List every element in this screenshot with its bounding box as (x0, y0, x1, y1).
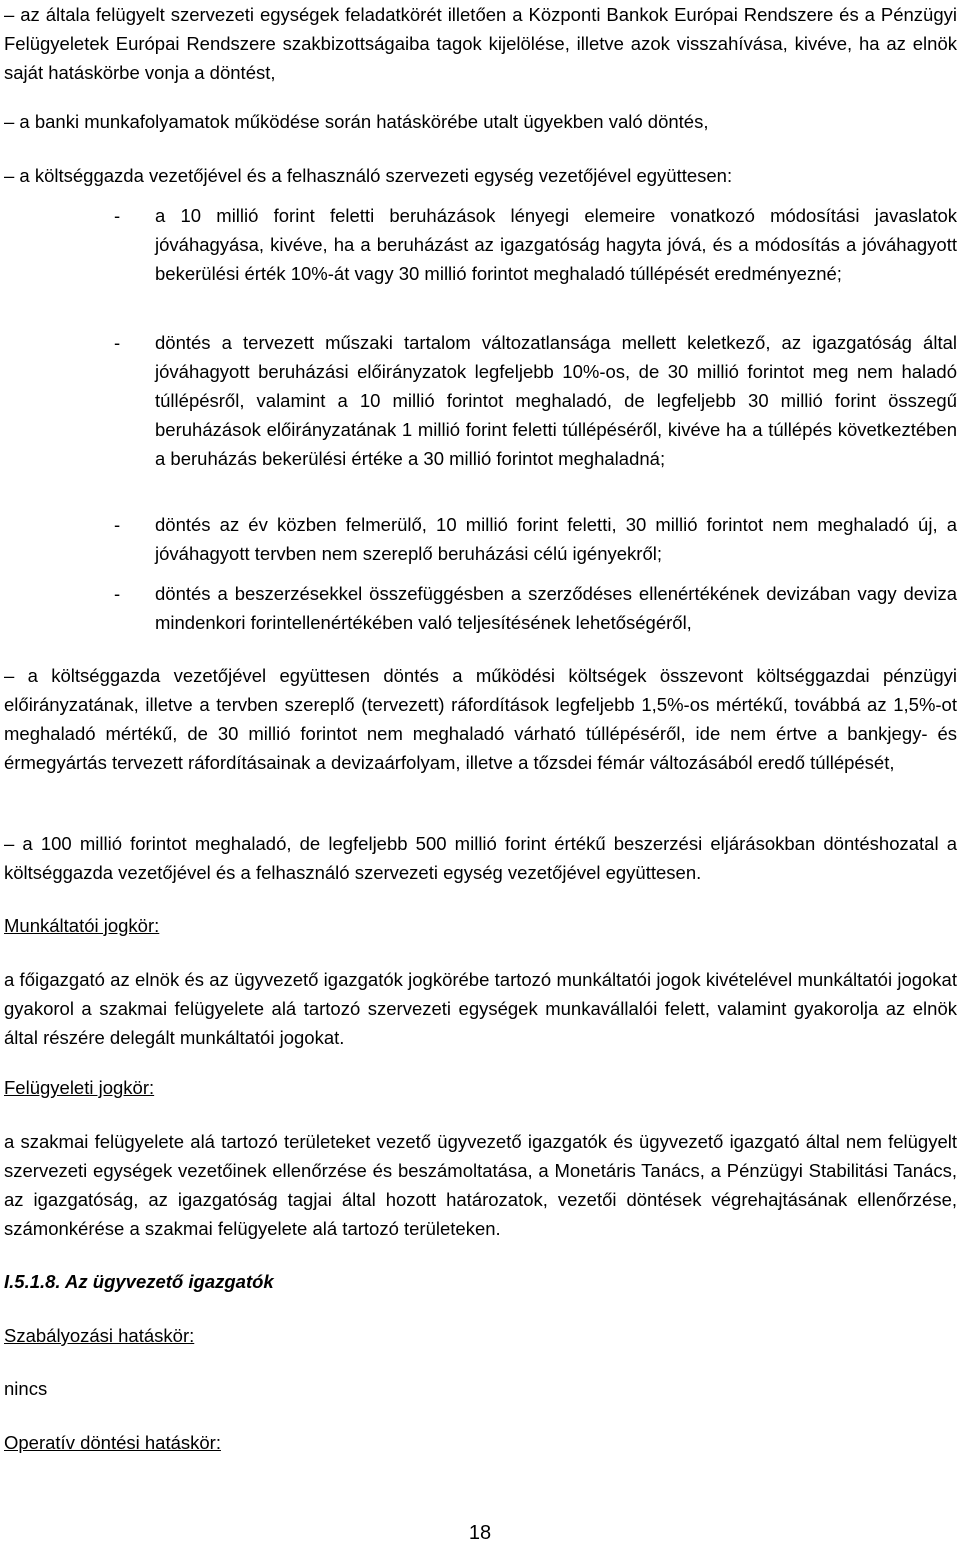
section-heading: I.5.1.8. Az ügyvezető igazgatók (4, 1271, 274, 1292)
paragraph-procurement: – a 100 millió forintot meghaladó, de legfeljebb 500 millió forint értékű beszerzési eljárásokban döntéshozatal a költséggazda vezetőjével és a felhasználó szervezeti egység vezetőjével együttesen. (4, 833, 957, 883)
list-item-text: döntés a tervezett műszaki tartalom változatlansága mellett keletkező, az igazgatóság által jóváhagyott beruházási előirányzatok legfeljebb 10%-os, de 30 millió forintot meg nem haladó túllépésről, valamint a 10 millió forintot meghaladó, de legfeljebb 30 millió forint összegű beruházások előirányzatának 1 millió forint feletti túllépéséről, kivéve ha a túllépés következtében a beruházás bekerülési értéke a 30 millió forintot meghaladná; (155, 332, 957, 469)
paragraph-workflow-decisions: – a banki munkafolyamatok működése során hatáskörébe utalt ügyekben való döntés, (4, 111, 709, 132)
list-dash: - (114, 205, 121, 226)
section-title-felugyeleti: Felügyeleti jogkör: (4, 1077, 155, 1098)
section-text-munkaltatoi: a főigazgató az elnök és az ügyvezető igazgatók jogkörébe tartozó munkáltatói jogok kivételével munkáltatói jogokat gyakorol a szakmai felügyelete alá tartozó szervezeti egységek munkavállalói felett, valamint gyakorolja az elnök által részére delegált munkáltatói jogokat. (4, 969, 957, 1048)
paragraph-joint-decisions: – a költséggazda vezetőjével és a felhasználó szervezeti egység vezetőjével együttesen: (4, 165, 733, 186)
section-title-operativ: Operatív döntési hatáskör: (4, 1432, 221, 1453)
list-dash: - (114, 514, 121, 535)
paragraph-kber-delegation: – az általa felügyelt szervezeti egységek feladatkörét illetően a Központi Bankok Európai Rendszere és a Pénzügyi Felügyeletek Európai Rendszere szakbizottságaiba tagok kijelölése, illetve azok visszahívása, kivéve, ha az elnök saját hatáskörbe vonja a döntést, (4, 4, 957, 83)
list-dash: - (114, 583, 121, 604)
page-number: 18 (468, 1522, 492, 1544)
paragraph-operating-costs: – a költséggazda vezetőjével együttesen döntés a működési költségek összevont költséggazdai pénzügyi előirányzatának, illetve a tervben szereplő (tervezett) ráfordítások legfeljebb 1,5%-os mértékű, továbbá az 1,5%-ot meghaladó mértékű, de 30 millió forintot nem meghaladó várható túllépéséről, ide nem értve a bankjegy- és érmegyártás tervezett ráfordításainak a devizaárfolyam, illetve a tőzsdei fémár változásából eredő túllépését, (4, 665, 957, 773)
section-text-szabalyozasi: nincs (4, 1378, 48, 1399)
list-item-text: a 10 millió forint feletti beruházások lényegi elemeire vonatkozó módosítási javaslatok jóváhagyása, kivéve, ha a beruházást az igazgatóság hagyta jóvá, és a módosítás a jóváhagyott bekerülési érték 10%-át vagy 30 millió forintot meghaladó túllépését eredményezné; (155, 205, 957, 284)
section-title-szabalyozasi: Szabályozási hatáskör: (4, 1325, 195, 1346)
list-dash: - (114, 332, 121, 353)
section-text-felugyeleti: a szakmai felügyelete alá tartozó területeket vezető ügyvezető igazgatók és ügyvezető igazgató által nem felügyelt szervezeti egységek vezetőinek ellenőrzése és beszámoltatása, a Monetáris Tanács, a Pénzügyi Stabilitási Tanács, az igazgatóság, az igazgatóság tagjai által hozott határozatok, vezetői döntések végrehajtásának ellenőrzése, számonkérése a szakmai felügyelete alá tartozó területeken. (4, 1131, 957, 1239)
list-item-text: döntés az év közben felmerülő, 10 millió forint feletti, 30 millió forintot nem meghaladó új, a jóváhagyott tervben nem szereplő beruházási célú igényekről; (155, 514, 957, 564)
list-item-text: döntés a beszerzésekkel összefüggésben a szerződéses ellenértékének devizában vagy deviza mindenkori forintellenértékében való teljesítésének lehetőségéről, (155, 583, 957, 633)
section-title-munkaltatoi: Munkáltatói jogkör: (4, 915, 160, 936)
